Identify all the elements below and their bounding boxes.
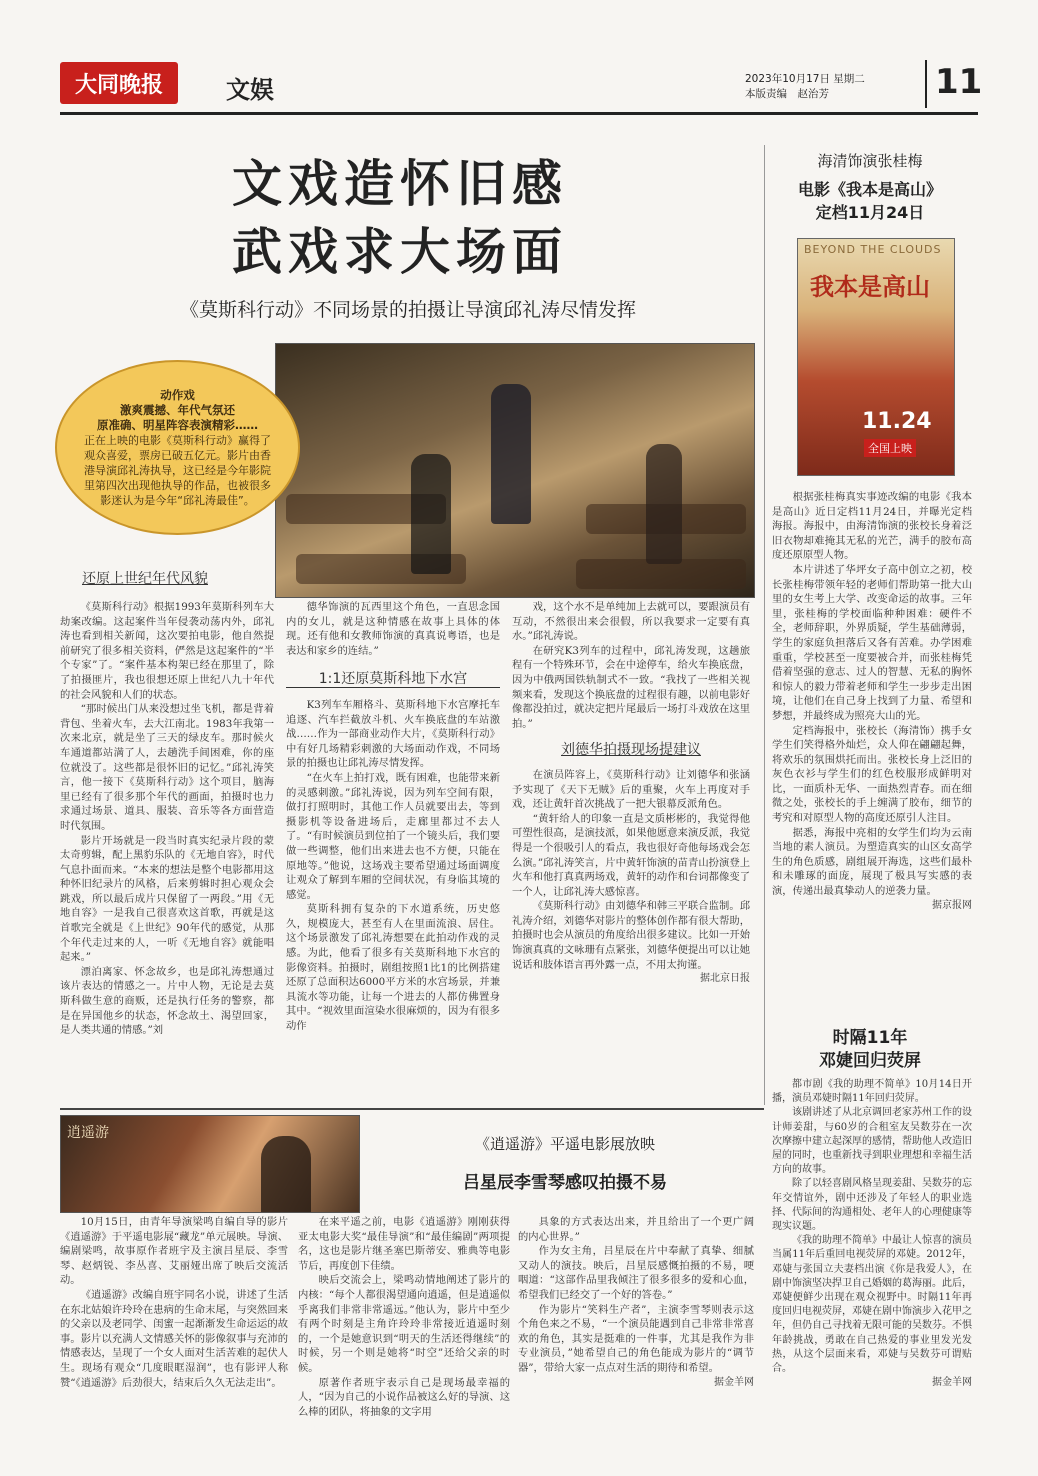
- story2-column-2: [298, 1215, 510, 1419]
- lead-column-2: [286, 600, 500, 1034]
- right-article-body-2: [772, 1078, 972, 1390]
- movie-still-photo: [60, 1115, 360, 1213]
- paragraph: 根据张桂梅真实事迹改编的电影《我本是高山》近日定档11月24日，并曝光定档海报。海报中，由海清饰演的张校长身着泛旧衣物却难掩其无私的光芒，满手的胶布高度还原原型人物。: [772, 491, 972, 562]
- paragraph: 在演员阵容上，《莫斯科行动》让刘德华和张涵予实现了《天下无贼》后的重聚，火车上再度对手戏，还让黄轩首次挑战了一把大银幕反派角色。: [512, 768, 750, 811]
- paragraph: 《莫斯科行动》由刘德华和韩三平联合监制。邱礼涛介绍，刘德华对影片的整体创作都有很大帮助，拍摄时也会从演员的角度给出很多建议。比如一开始饰演真真的文咏珊有点紧张，刘德华便提出可以让她说话和肢体语言再外露一点，不用太拘谨。: [512, 900, 750, 971]
- paragraph: 映后交流会上，梁鸣动情地阐述了影片的内核：“每个人都很渴望通向逍遥，但是逍遥似乎离我们非常非常遥远。”他认为，影片中至少有两个时刻是主角许玲玲非常接近逍遥时刻的，一个是她意识到“明天的生活还得继续”的时候，另一个则是她将“时空”还给父亲的时候。: [298, 1274, 510, 1374]
- paragraph: 《逍遥游》改编自班宇同名小说，讲述了生活在东北姑娘许玲玲在患病的生命末尾，与突然回来的父亲以及老同学、闺蜜一起渐渐发生命运运的故事。影片以充满人文情感关怀的影像叙事与充沛的情感表达，呈现了一个女人面对生活苦难的起伏人生。现场有观众“几度眼眶湿润”，也有影评人称赞“《逍遥游》后劲很大，结束后久久无法走出”。: [60, 1288, 288, 1389]
- paragraph: 《莫斯科行动》根据1993年莫斯科列车大劫案改编。这起案件当年侵袭动荡内外，邱礼涛也看到相关新闻，这次要拍电影，他自然提前研究了很多相关资料，俨然是这起案件的“半个专家”了。“案件基本构架已经在那里了，除了拍摄匪片，我也很想还原上世纪八九十年代的社会风貌和人们的状态。: [60, 601, 274, 701]
- issue-date-block: [745, 72, 865, 102]
- source-credit: 据金羊网: [932, 1377, 972, 1389]
- page-number: 11: [935, 62, 983, 102]
- paragraph: 戏，这个水不是单纯加上去就可以，要跟演员有互动，不然很出来会很假，所以我要求一定要有真水。”邱礼涛说。: [512, 601, 750, 643]
- source-credit: 据北京日报: [700, 973, 750, 985]
- story2-headline: 吕星辰李雪琴感叹拍摄不易: [463, 1173, 667, 1193]
- issue-date: 2023年10月17日 星期二: [745, 73, 865, 85]
- paragraph: 德华饰演的瓦西里这个角色，一直思念国内的女儿，就是这种情感在故事上具体的体现。还有他和女教师饰演的真真说粤语，也是表达和家乡的连结。”: [286, 601, 500, 657]
- newspaper-logo: 大同晚报: [60, 62, 178, 104]
- callout-head: 动作戏: [160, 387, 195, 402]
- lead-photo-train-scene: [275, 343, 755, 598]
- paragraph: 作为影片“笑料生产者”，主演李雪琴则表示这个角色来之不易，“一个演员能遇到自己非常非常喜欢的角色，其实是挺难的一件事，尤其是我作为非专业演员，”她希望自己的角色能成为影片的“调节器”，带给大家一点点对生活的期待和希望。: [518, 1303, 754, 1374]
- paragraph: 在来平遥之前，电影《逍遥游》刚刚获得亚太电影大奖“最佳导演”和“最佳编剧”两项提名，这也是影片继圣塞巴斯蒂安、雅典等电影节后，再度创下佳绩。: [298, 1216, 510, 1272]
- headline-line1: 文戏造怀旧感: [232, 155, 568, 213]
- section-heading-3: 刘德华拍摄现场提建议: [561, 742, 701, 759]
- right-headline-line2: 定档11月24日: [815, 203, 925, 222]
- paragraph: “黄轩给人的印象一直是文质彬彬的，我觉得他可塑性很高，是演技派，如果他愿意来演反派，我觉得是一个很吸引人的看点，我也很好奇他每场戏会怎么演。”邱礼涛笑言，片中黄轩饰演的苗青山扮演登上火车和他打真真两场戏，黄轩的动作和台词都像变了一个人，让邱礼涛大感惊喜。: [512, 812, 750, 898]
- paragraph: 10月15日，由青年导演梁鸣自编自导的影片《逍遥游》于平遥电影展“藏龙”单元展映。导演、编剧梁鸣，故事原作者班宇及主演吕星辰、李雪琴、赵炳锐、李丛喜、艾丽娅出席了映后交流活动。: [60, 1216, 288, 1287]
- section-heading-1: 还原上世纪年代风貌: [82, 571, 208, 587]
- source-credit: 据京报网: [932, 899, 972, 911]
- paragraph: K3列车车厢格斗、莫斯科地下水宫摩托车追逐、汽车拦截放斗机、火车换底盘的车站激战……作为一部商业动作大片，《莫斯科行动》中有好几场精彩刺激的大场面动作戏，不同场景的拍摄也让邱礼涛尽情发挥。: [286, 698, 500, 770]
- header-divider: [925, 60, 927, 108]
- right-headline: [775, 178, 965, 224]
- section-heading-2: 1:1还原莫斯科地下水宫: [286, 672, 500, 688]
- photo-title-text: 逍遥游: [67, 1125, 109, 1141]
- right-headline-line1: 电影《我本是高山》: [797, 180, 942, 199]
- paragraph: 该剧讲述了从北京调回老家苏州工作的设计师姜甜，与60岁的合租室友吴数芬在一次次摩擦中建立起深厚的感情，帮助他人改造旧屋的同时，也重新找寻到职业理想和幸福生活方向的故事。: [772, 1107, 972, 1176]
- editor-credit: 本版责编 赵治芳: [745, 88, 829, 100]
- story2-column-1: [60, 1215, 288, 1390]
- movie-poster: [797, 238, 955, 476]
- poster-english-title: BEYOND THE CLOUDS: [804, 243, 942, 256]
- paragraph: 本片讲述了华坪女子高中创立之初，校长张桂梅带领年轻的老师们帮助第一批大山里的女生考上大学、改变命运的故事。三年里，张桂梅的学校面临种种困难：硬件不全，老师辞职，外界质疑，学生基础薄弱，学生的家庭负担落后又各有苦难。办学困难重重，学校甚至一度要被合并，而张桂梅凭借着坚强的意志、过人的智慧、无私的胸怀和惊人的毅力带着老师和学生一步步走出困境，让他们在自己身上找到了力量、希望和梦想，并最终成为照亮大山的光。: [772, 563, 972, 722]
- paragraph: 原著作者班宇表示自己是现场最幸福的人，“因为自己的小说作品被这么好的导演、这么棒的团队，将抽象的文字用: [298, 1376, 510, 1418]
- lead-headline: [150, 150, 650, 286]
- lead-subtitle: 《莫斯科行动》不同场景的拍摄让导演邱礼涛尽情发挥: [179, 299, 636, 321]
- paragraph: 除了以轻喜剧风格呈现姜甜、吴数芬的忘年交情谊外，剧中还涉及了年轻人的职业选择、代际间的沟通相处、老年人的心理健康等现实议题。: [772, 1178, 972, 1233]
- section-name: 文娱: [226, 76, 274, 104]
- paragraph: 具象的方式表达出来，并且给出了一个更广阔的内心世界。”: [518, 1216, 754, 1243]
- headline-line2: 武戏求大场面: [232, 223, 568, 281]
- lead-column-1: [60, 600, 274, 1038]
- paragraph: 莫斯科拥有复杂的下水道系统，历史悠久，规模庞大，甚至有人在里面流浪、居住。这个场景激发了邱礼涛想要在此拍动作戏的灵感。为此，他看了很多有关莫斯科地下水宫的影像资料。拍摄时，剧组按照1比1的比例搭建还原了总面积达6000平方米的水宫场景，并兼具流水等功能，让每一个进去的人都仿佛置身其中。“视效里面渲染水很麻烦的，因为有很多动作: [286, 903, 500, 1033]
- lead-column-3: [512, 600, 750, 987]
- callout-body: 正在上映的电影《莫斯科行动》赢得了观众喜爱，票房已破五亿元。影片由香港导演邱礼涛执导，这已经是今年影院里第四次出现他执导的作品，也被很多影迷认为是今年“邱礼涛最佳”。: [84, 433, 271, 507]
- paragraph: 在研究K3列车的过程中，邱礼涛发现，这趟旅程有一个特殊环节，会在中途停车，给火车换底盘，因为中俄两国铁轨制式不一致。“我找了一些相关视频来看，发现这个换底盘的过程很有趣，以前电影好像都没拍过，就决定把片尾最后一场打斗戏放在这里拍。”: [512, 644, 750, 730]
- paragraph: 作为女主角，吕星辰在片中奉献了真挚、细腻又动人的演技。映后，吕星辰感慨拍摄的不易，哽咽道：“这部作品里我倾注了很多很多的爱和心血，希望我们已经交了一个好的答卷。”: [518, 1245, 754, 1301]
- right-article-body: [772, 490, 972, 913]
- paragraph: 漂泊离家、怀念故乡，也是邱礼涛想通过该片表达的情感之一。片中人物，无论是去莫斯科做生意的商贩，还是执行任务的警察，都是在异国他乡的状态，怀念故土、渴望回家，是人类共通的情感。”刘: [60, 965, 274, 1037]
- callout-line2: 激爽震撼、年代气氛还: [120, 402, 235, 417]
- header-rule: [60, 112, 978, 115]
- column-rule: [764, 145, 765, 1105]
- paragraph: “在火车上拍打戏，既有困难，也能带来新的灵感刺激。”邱礼涛说，因为列车空间有限，做打打照明时，其他工作人员就要出去，等到摄影机等设备进场后，走廊里都过不去人了。“有时候演员到位拍了一个镜头后，我们要做一些调整，他们出来进去也不方便，只能在原地等。”他说，这场戏主要希望通过场面调度让观众了解到车厢的空间状况，有身临其境的感觉。: [286, 771, 500, 901]
- callout-bubble: [55, 360, 300, 535]
- right-kicker: 海清饰演张桂梅: [817, 152, 923, 170]
- right-sub-headline-line1: 时隔11年: [832, 1028, 908, 1048]
- paragraph: 都市剧《我的助理不简单》10月14日开播，演员邓婕时隔11年回归荧屏。: [772, 1079, 972, 1105]
- story2-column-3: [518, 1215, 754, 1390]
- poster-date: 11.24: [862, 409, 932, 434]
- poster-release-tag: 全国上映: [864, 439, 916, 457]
- paragraph: 据悉，海报中亮相的女学生们均为云南当地的素人演员。为塑造真实的山区女高学生的角色质感，剧组展开海选，这些们最朴和未雕琢的面庞，展现了极具写实感的表演，传递出最真挚动人的逆袭力量。: [772, 826, 972, 898]
- right-sub-headline-line2: 邓婕回归荧屏: [819, 1051, 921, 1071]
- story-divider: [60, 1108, 764, 1110]
- callout-line3: 原准确、明星阵容表演精彩……: [97, 417, 258, 432]
- right-sub-headline: [775, 1027, 965, 1073]
- story2-kicker: 《逍遥游》平遥电影展放映: [474, 1135, 655, 1153]
- paragraph: 《我的助理不简单》中最让人惊喜的演员当属11年后重回电视荧屏的邓婕。2012年，邓婕与张国立夫妻档出演《你是我爱人》，在剧中饰演坚决捍卫自己婚姻的葛海丽。此后，邓婕便鲜少出现在观众视野中。时隔11年再度回归电视荧屏，邓婕在剧中饰演步入花甲之年，但仍自己寻找着无限可能的吴数芬。不惧年龄挑战，勇敢在自己热爱的事业里发光发热，从这个层面来看，邓婕与吴数芬可谓贴合。: [772, 1235, 972, 1375]
- paragraph: 定档海报中，张校长（海清饰）携手女学生们笑得格外灿烂，众人仰在翩翩起舞，将欢乐的氛围烘托而出。张校长身上泛旧的灰色衣衫与学生们的红色校服形成鲜明对比，一面质朴无华、一面热烈青春。而在细微之处，张校长的手上缠满了胶布，细节的考究和对原型人物的高度还原引人注目。: [772, 724, 972, 825]
- poster-title: 我本是高山: [810, 272, 930, 301]
- paragraph: “那时候出门从来没想过坐飞机，都是背着背包、坐着火车，去大江南北。1983年我第一次来北京，就是坐了三天的绿皮车。那时候火车通道都站满了人，去趟洗手间困难，你的座位就没了。这些都是很怀旧的记忆。”邱礼涛笑言，他一接下《莫斯科行动》这个项目，脑海里已经有了很多那个年代的画面，拍摄时也力求通过场景、道具、服装、音乐等各方面营造时代氛围。: [60, 703, 274, 832]
- source-credit: 据金羊网: [714, 1376, 754, 1388]
- paragraph: 影片开场就是一段当时真实纪录片段的蒙太奇剪辑，配上黑豹乐队的《无地自容》，时代气息扑面而来。“本来的想法是整个电影都用这种怀旧纪录片的风格，后来剪辑时担心观众会跳戏，所以最后成片只保留了一两段。”用《无地自容》一是我自己很喜欢这首歌，再就是这首歌完全就是《上世纪》90年代的感觉，从那个年代走过来的人，一听《无地自容》就能唱起来。”: [60, 834, 274, 964]
